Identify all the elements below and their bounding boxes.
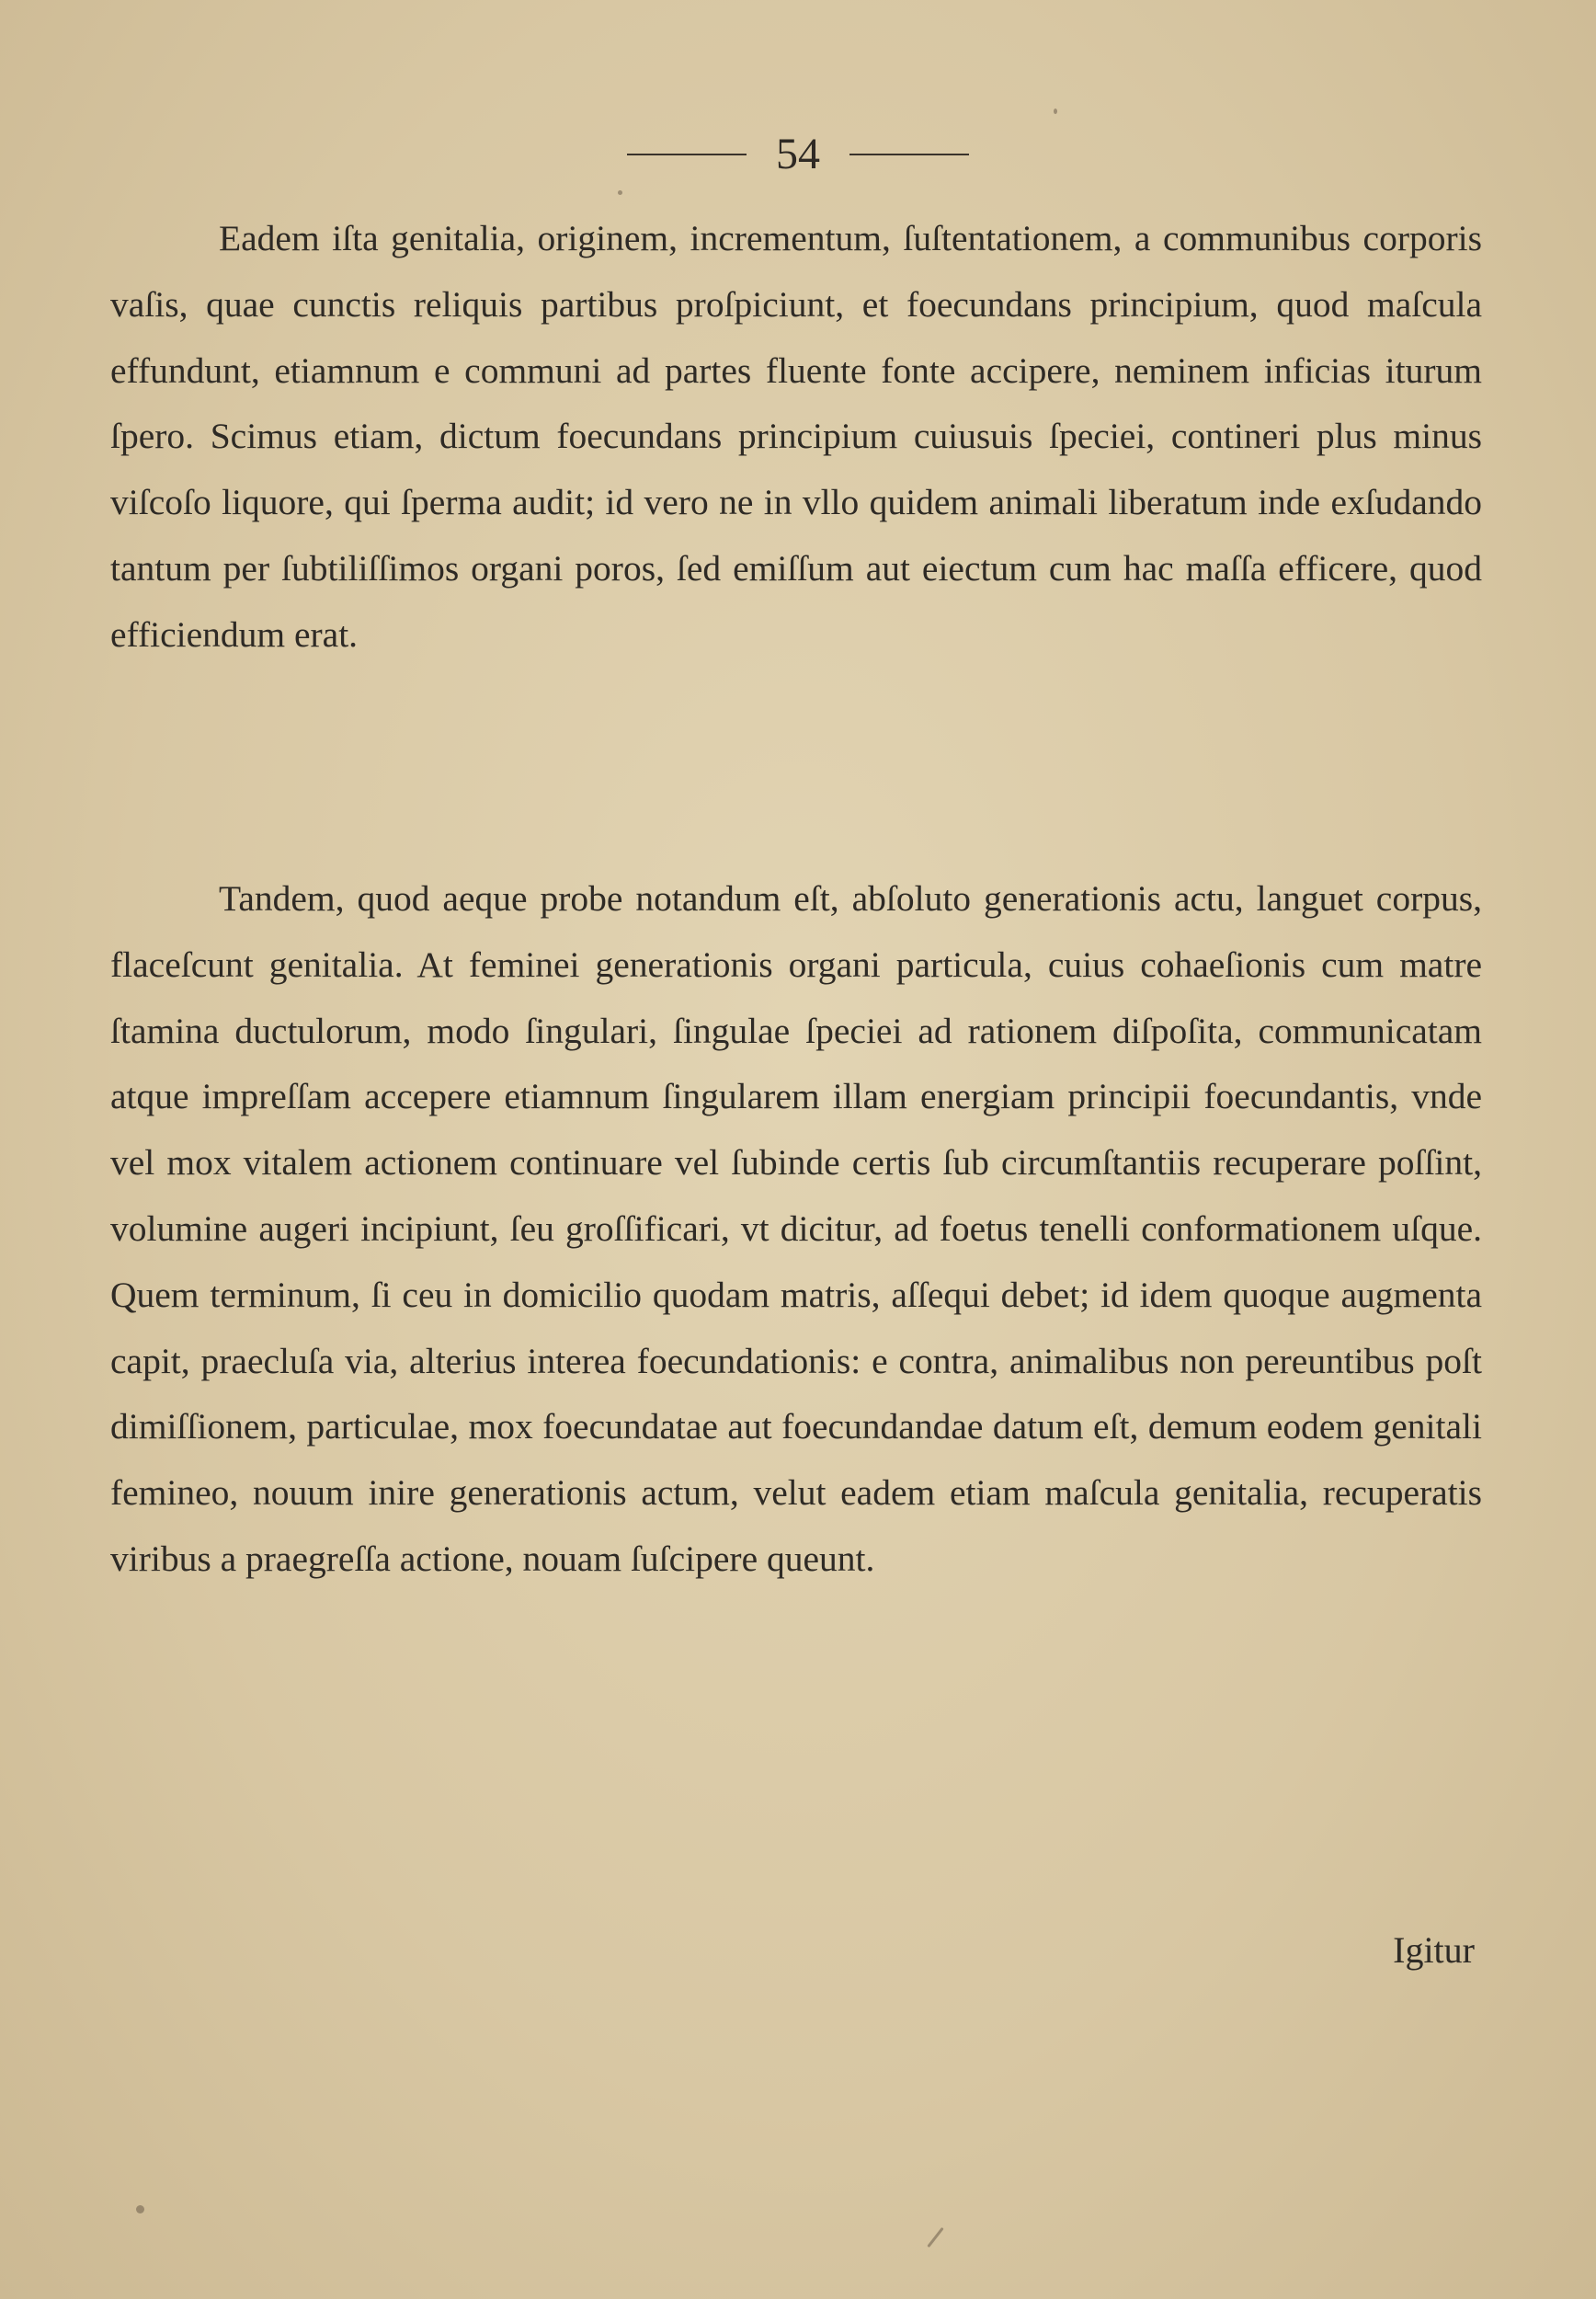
paragraph-1 — [110, 206, 1482, 669]
paragraph-2 — [110, 866, 1482, 1593]
page-number: 54 — [776, 130, 820, 178]
paragraph-2-text: Tandem, quod aeque probe notandum eſt, abſoluto generationis actu, languet corpus, flaceſcunt genitalia. At feminei generationis organi particula, cuius cohaeſionis cum matre ſtamina ductulorum, modo ſingulari, ſingulae ſpeciei ad rationem diſpoſita, communicatam atque impreſſam accepere etiamnum ſingularem illam energiam principii foecundantis, vnde vel mox vitalem actionem continuare vel ſubinde certis ſub circumſtantiis recuperare poſſint, volumine augeri incipiunt, ſeu groſſificari, vt dicitur, ad foetus tenelli conformationem uſque. Quem terminum, ſi ceu in domicilio quodam matris, aſſequi debet; id idem quoque augmenta capit, praecluſa via, alterius interea foecundationis: e contra, animalibus non pereuntibus poſt dimiſſionem, particulae, mox foecundatae aut foecundandae datum eſt, demum eodem genitali femineo, nouum inire generationis actum, velut eadem etiam maſcula genitalia, recuperatis viribus a praegreſſa actione, nouam ſuſcipere queunt. — [110, 878, 1482, 1579]
paragraph-1-text: Eadem iſta genitalia, originem, incrementum, ſuſtentationem, a communibus corporis vaſis, quae cunctis reliquis partibus proſpiciunt, et foecundans principium, quod maſcula effundunt, etiamnum e communi ad partes fluente fonte accipere, neminem inficias iturum ſpero. Scimus etiam, dictum foecundans principium cuiusuis ſpeciei, contineri plus minus viſcoſo liquore, qui ſperma audit; id vero ne in vllo quidem animali liberatum inde exſudando tantum per ſubtiliſſimos organi poros, ſed emiſſum aut eiectum cum hac maſſa efficere, quod efficiendum erat. — [110, 218, 1482, 655]
paper-speck — [1054, 109, 1057, 114]
page-header — [0, 129, 1596, 179]
catchword: Igitur — [1393, 1929, 1475, 1971]
header-rule-left — [627, 154, 747, 155]
paper-speck — [927, 2227, 943, 2248]
header-rule-right — [849, 154, 969, 155]
paper-speck — [136, 2205, 144, 2213]
paper-speck — [618, 190, 622, 195]
